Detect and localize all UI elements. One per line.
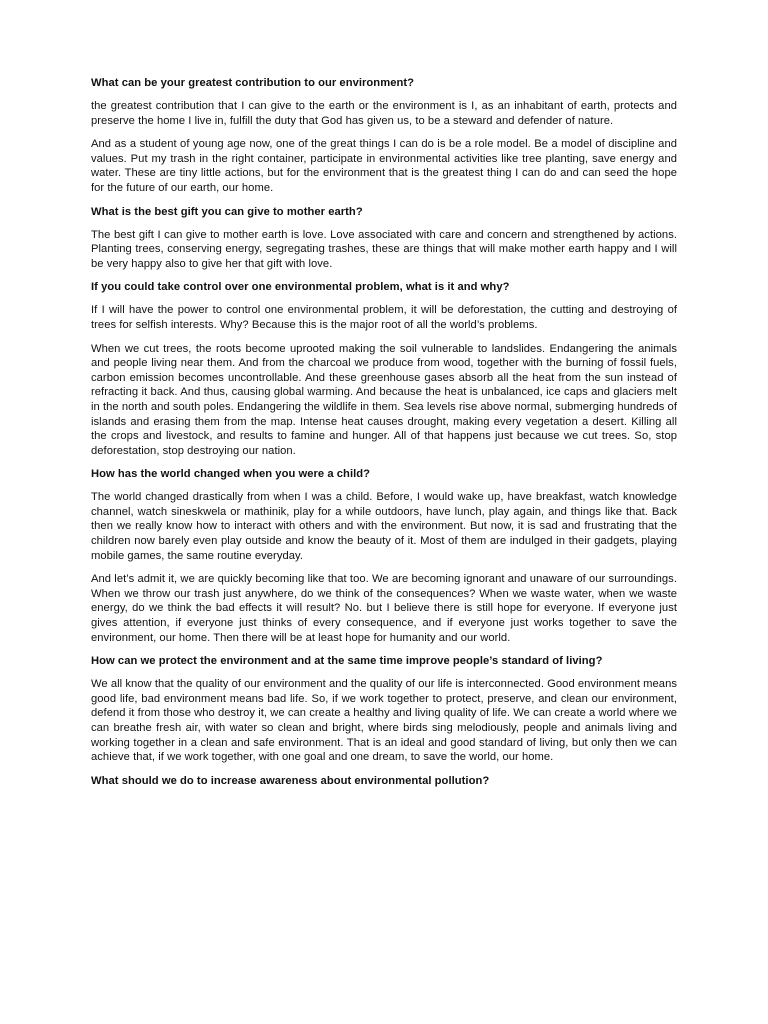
section-best-gift [91,205,677,272]
question-heading: How can we protect the environment and at the same time improve people’s standard of living? [91,655,603,668]
question-heading: What should we do to increase awareness about environmental pollution? [91,774,490,787]
answer-paragraph: And let’s admit it, we are quickly becoming like that too. We are becoming ignorant and unaware of our surroundings. When we throw our trash just anywhere, do we think of the consequences? When we waste water, when we waste energy, do we think the bad effects it will result? No. but I believe there is still hope for everyone. If everyone just gives attention, if everyone just thinks of every consequence, and if everyone just works together to save the environment, our home. Then there will be at least hope for humanity and our world. [91,573,677,644]
answer-paragraph: If I will have the power to control one environmental problem, it will be deforestation, the cutting and destroying of trees for selfish interests. Why? Because this is the major root of all the world’s problems. [91,304,677,331]
question-heading: How has the world changed when you were a child? [91,468,371,481]
answer-paragraph: And as a student of young age now, one of the great things I can do is be a role model. Be a model of discipline and values. Put my trash in the right container, participate in environmental activities like tree planting, save energy and water. These are tiny little actions, but for the environment that is the greatest thing I can do and can seed the hope for the future of our earth, our home. [91,138,677,194]
section-environmental-problem [91,280,677,458]
question-heading: What can be your greatest contribution to our environment? [91,77,415,89]
answer-paragraph: When we cut trees, the roots become uprooted making the soil vulnerable to landslides. Endangering the animals and people living near them. And from the charcoal we produce from wood, together with the burning of fossil fuels, carbon emission becomes uncontrollable. And these greenhouse gases absorb all the heat from the sun instead of refracting it back. And thus, causing global warming. And because the heat is unbalanced, ice caps and glaciers melt in the north and south poles. Endangering the wildlife in them. Sea levels rise above normal, submerging hundreds of islands and erasing them from the map. Intense heat causes drought, making every vegetation a desert. Killing all the crops and livestock, and results to famine and hunger. All of that happens just because we cut trees. So, stop deforestation, stop destroying our nation. [91,342,677,457]
answer-paragraph: We all know that the quality of our environment and the quality of our life is interconnected. Good environment means good life, bad environment means bad life. So, if we work together to protect, preserve, and clean our environment, defend it from those who destroy it, we can create a healthy and living quality of life. We can create a world where we can breathe fresh air, with water so clean and bright, where birds sing melodiously, people and animals living and working together in a clean and safe environment. That is an ideal and good standard of living, but only then we can achieve that, if we work together, with one goal and one dream, to save the world, our home. [91,678,677,764]
question-heading: What is the best gift you can give to mother earth? [91,205,363,218]
section-world-changed [91,467,677,645]
answer-paragraph: The world changed drastically from when I was a child. Before, I would wake up, have breakfast, watch knowledge channel, watch sineskwela or mathinik, play for a while outdoors, have lunch, play again, and things like that. Back then we really know how to interact with others and with the environment. But now, it is sad and frustrating that the children now barely even play outside and know the beauty of it. Most of them are indulged in their gadgets, playing mobile games, the same routine everyday. [91,491,677,562]
question-heading: If you could take control over one environmental problem, what is it and why? [91,281,510,294]
answer-paragraph: The best gift I can give to mother earth is love. Love associated with care and concern and strengthened by actions. Planting trees, conserving energy, segregating trashes, these are things that will make mother earth happy and I will be very happy also to give her that gift with love. [91,228,677,270]
section-greatest-contribution [91,76,677,196]
answer-paragraph: the greatest contribution that I can give to the earth or the environment is I, as an inhabitant of earth, protects and preserve the home I live in, fulfill the duty that God has given us, to be a steward and defender of nature. [91,100,677,127]
section-increase-awareness [91,774,677,788]
section-protect-environment [91,654,677,765]
